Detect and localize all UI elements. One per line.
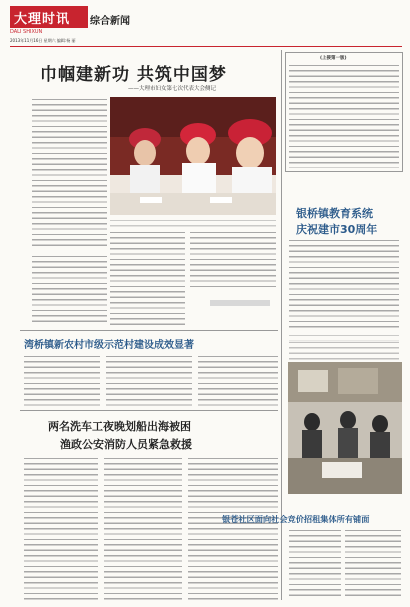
- logo-text: 大理时讯: [14, 12, 71, 27]
- wanqiao-col-2: [106, 354, 192, 406]
- community-col-2: [345, 528, 401, 598]
- rescue-col-1: [24, 456, 98, 601]
- section-title: 综合新闻: [90, 16, 130, 27]
- education-headline-1: 银桥镇教育系统: [296, 207, 373, 220]
- wanqiao-col-3: [198, 354, 278, 406]
- rescue-headline-2: 渔政公安消防人员紧急救援: [60, 438, 192, 451]
- horizontal-rule-2: [20, 410, 278, 411]
- sidebar-top-text: [289, 63, 399, 168]
- lead-subtitle: ——大理市妇女第七次代表大会侧记: [128, 86, 217, 92]
- wanqiao-col-1: [24, 354, 100, 406]
- lead-photo: [110, 97, 276, 215]
- photo-caption: [110, 218, 276, 228]
- logo-subtitle: DALI SHIXUN: [10, 29, 43, 35]
- delegates-photo: [110, 97, 276, 215]
- lead-column-1b: [32, 254, 107, 326]
- lead-byline: [210, 300, 270, 306]
- wanqiao-headline: 湾桥镇新农村市级示范村建设成效显著: [24, 340, 194, 351]
- dateline: 2013年11月16日 星期六 编辑:杨 丽: [10, 38, 402, 47]
- lead-headline: 巾帼建新功 共筑中国梦: [40, 65, 227, 85]
- education-headline-2: 庆祝建市30周年: [296, 223, 378, 236]
- auction-photo: [288, 362, 402, 494]
- lead-column-3: [190, 230, 276, 290]
- rescue-col-2: [104, 456, 182, 601]
- education-text: [289, 238, 399, 328]
- lead-column-2: [110, 230, 185, 326]
- community-photo: [288, 362, 402, 494]
- sidebar-top-heading: (上接第一版): [320, 56, 347, 61]
- community-headline: 银苍社区面向社会竞价招租集体所有铺面: [222, 514, 370, 524]
- lead-column-1: [32, 97, 107, 250]
- horizontal-rule-1: [20, 330, 278, 331]
- community-col-1: [289, 528, 341, 598]
- logo: [10, 6, 88, 28]
- photo2-sidebar-text: [289, 340, 399, 362]
- rescue-headline-1: 两名洗车工夜晚划船出海被困: [48, 420, 191, 433]
- masthead: [10, 6, 402, 46]
